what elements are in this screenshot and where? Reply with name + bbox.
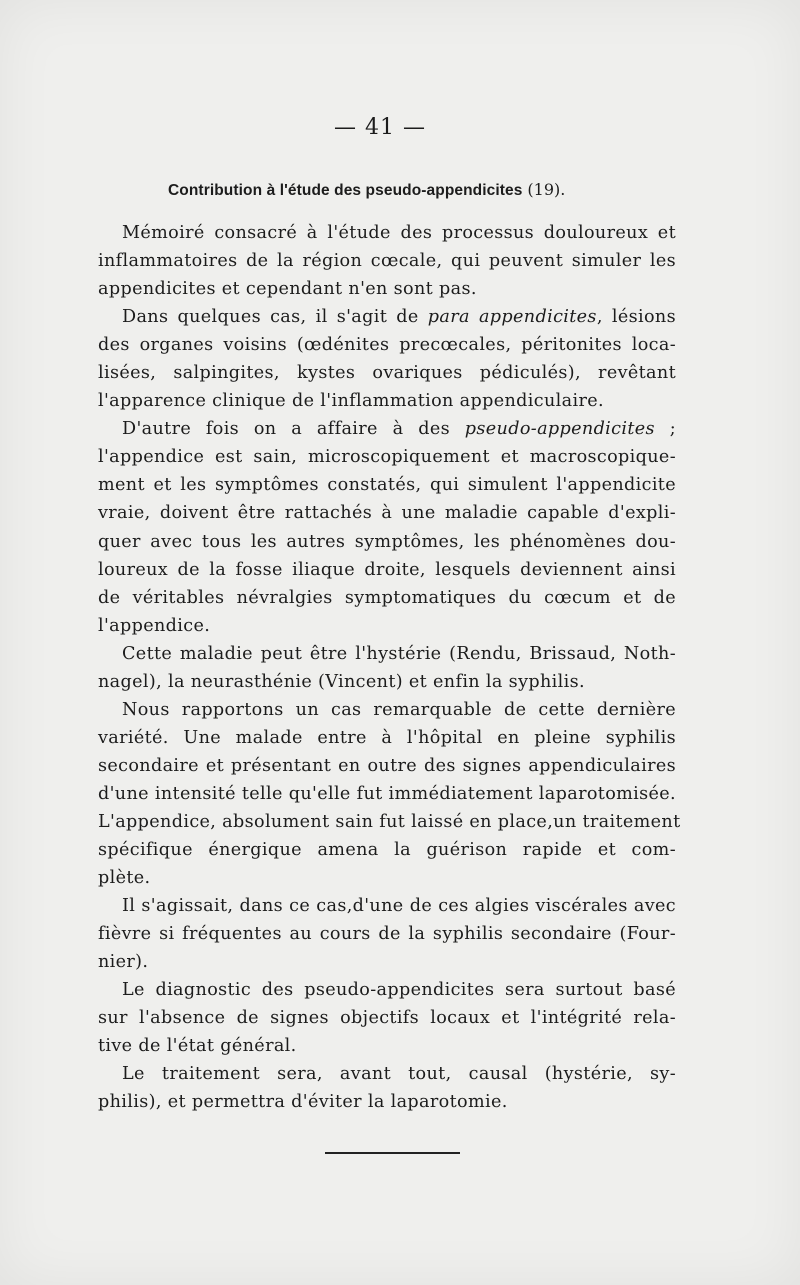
text-line	[98, 696, 676, 724]
text-line	[98, 415, 676, 443]
text-line-content: D'autre fois on a affaire à des	[122, 419, 465, 440]
text-line-content: secondaire et présentant en outre des signes appendiculaires	[98, 755, 676, 776]
text-line-content: lisées, salpingites, kystes ovariques pédiculés), revêtant	[98, 363, 676, 384]
text-line-content: Le diagnostic des pseudo-appendicites sera surtout basé	[122, 980, 676, 1001]
text-line	[98, 219, 676, 247]
text-line-content: plète.	[98, 868, 151, 889]
text-line	[98, 303, 676, 331]
text-line-tail: ;	[654, 419, 676, 440]
text-line	[98, 668, 676, 696]
text-line	[98, 640, 676, 668]
text-line	[98, 836, 676, 864]
text-line	[98, 247, 676, 275]
body-text	[98, 219, 681, 1117]
text-line-content: appendicites et cependant n'en sont pas.	[98, 279, 477, 300]
text-line	[98, 1060, 676, 1088]
end-rule	[325, 1152, 460, 1154]
text-line-content: Mémoiré consacré à l'étude des processus douloureux et	[122, 223, 676, 243]
text-line-content: inflammatoires de la région cœcale, qui peuvent simuler les	[98, 251, 676, 272]
reference-number: (19).	[527, 180, 566, 199]
text-line	[98, 808, 681, 836]
italic-term: para appendicites	[427, 307, 597, 328]
text-line	[98, 780, 676, 808]
text-line-tail: , lésions	[596, 307, 676, 328]
text-line	[98, 528, 676, 556]
text-line-content: d'une intensité telle qu'elle fut immédiatement laparotomisée.	[98, 783, 676, 804]
text-line	[98, 1088, 676, 1116]
text-line-content: L'appendice, absolument sain fut laissé en place,un traitement	[98, 811, 681, 832]
text-line	[98, 387, 676, 415]
section-title-text: Contribution à l'étude des pseudo-appendicites	[168, 182, 523, 199]
text-line	[98, 752, 676, 780]
text-line	[98, 499, 676, 527]
text-line	[98, 864, 676, 892]
text-line	[98, 1004, 676, 1032]
page-number: — 41 —	[334, 115, 426, 140]
text-line	[98, 275, 676, 303]
text-line	[98, 331, 676, 359]
text-line	[98, 976, 676, 1004]
text-line-content: l'appendice est sain, microscopiquement et macroscopique-	[98, 447, 676, 468]
text-line-content: philis), et permettra d'éviter la laparotomie.	[98, 1092, 508, 1113]
text-line-content: des organes voisins (œdénites precœcales, péritonites loca-	[98, 335, 676, 356]
text-line	[98, 443, 676, 471]
text-line-content: Il s'agissait, dans ce cas,d'une de ces algies viscérales avec	[122, 896, 676, 917]
text-line	[98, 1032, 676, 1060]
text-line-content: Dans quelques cas, il s'agit de	[122, 307, 428, 328]
text-line-content: de véritables névralgies symptomatiques du cœcum et de	[98, 587, 676, 608]
text-line-content: ment et les symptômes constatés, qui simulent l'appendicite	[98, 475, 676, 496]
text-line-content: spécifique énergique amena la guérison rapide et com-	[98, 840, 676, 861]
text-line	[98, 359, 676, 387]
text-line	[98, 612, 676, 640]
text-line-content: tive de l'état général.	[98, 1036, 297, 1057]
text-line-content: Cette maladie peut être l'hystérie (Rendu, Brissaud, Noth-	[122, 643, 676, 664]
text-line-content: vraie, doivent être rattachés à une maladie capable d'expli-	[98, 503, 676, 524]
text-line	[98, 471, 676, 499]
text-line	[98, 892, 676, 920]
text-line-content: nier).	[98, 952, 149, 973]
text-line-content: quer avec tous les autres symptômes, les phénomènes dou-	[98, 531, 676, 552]
text-line-content: nagel), la neurasthénie (Vincent) et enfin la syphilis.	[98, 671, 585, 692]
text-line	[98, 920, 676, 948]
text-line-content: sur l'absence de signes objectifs locaux et l'intégrité rela-	[98, 1008, 676, 1029]
text-line	[98, 556, 676, 584]
text-line-content: variété. Une malade entre à l'hôpital en pleine syphilis	[98, 727, 676, 748]
text-line-content: l'appendice.	[98, 615, 211, 636]
text-line-content: fièvre si fréquentes au cours de la syphilis secondaire (Four-	[98, 924, 676, 945]
text-line	[98, 948, 676, 976]
section-title	[168, 180, 565, 200]
text-line	[98, 724, 676, 752]
text-line-content: loureux de la fosse iliaque droite, lesquels deviennent ainsi	[98, 559, 676, 580]
text-line	[98, 584, 676, 612]
text-line-content: Nous rapportons un cas remarquable de cette dernière	[122, 699, 676, 720]
text-line-content: Le traitement sera, avant tout, causal (hystérie, sy-	[122, 1064, 676, 1085]
italic-term: pseudo-appendicites	[464, 419, 655, 440]
text-line-content: l'apparence clinique de l'inflammation appendiculaire.	[98, 391, 604, 412]
